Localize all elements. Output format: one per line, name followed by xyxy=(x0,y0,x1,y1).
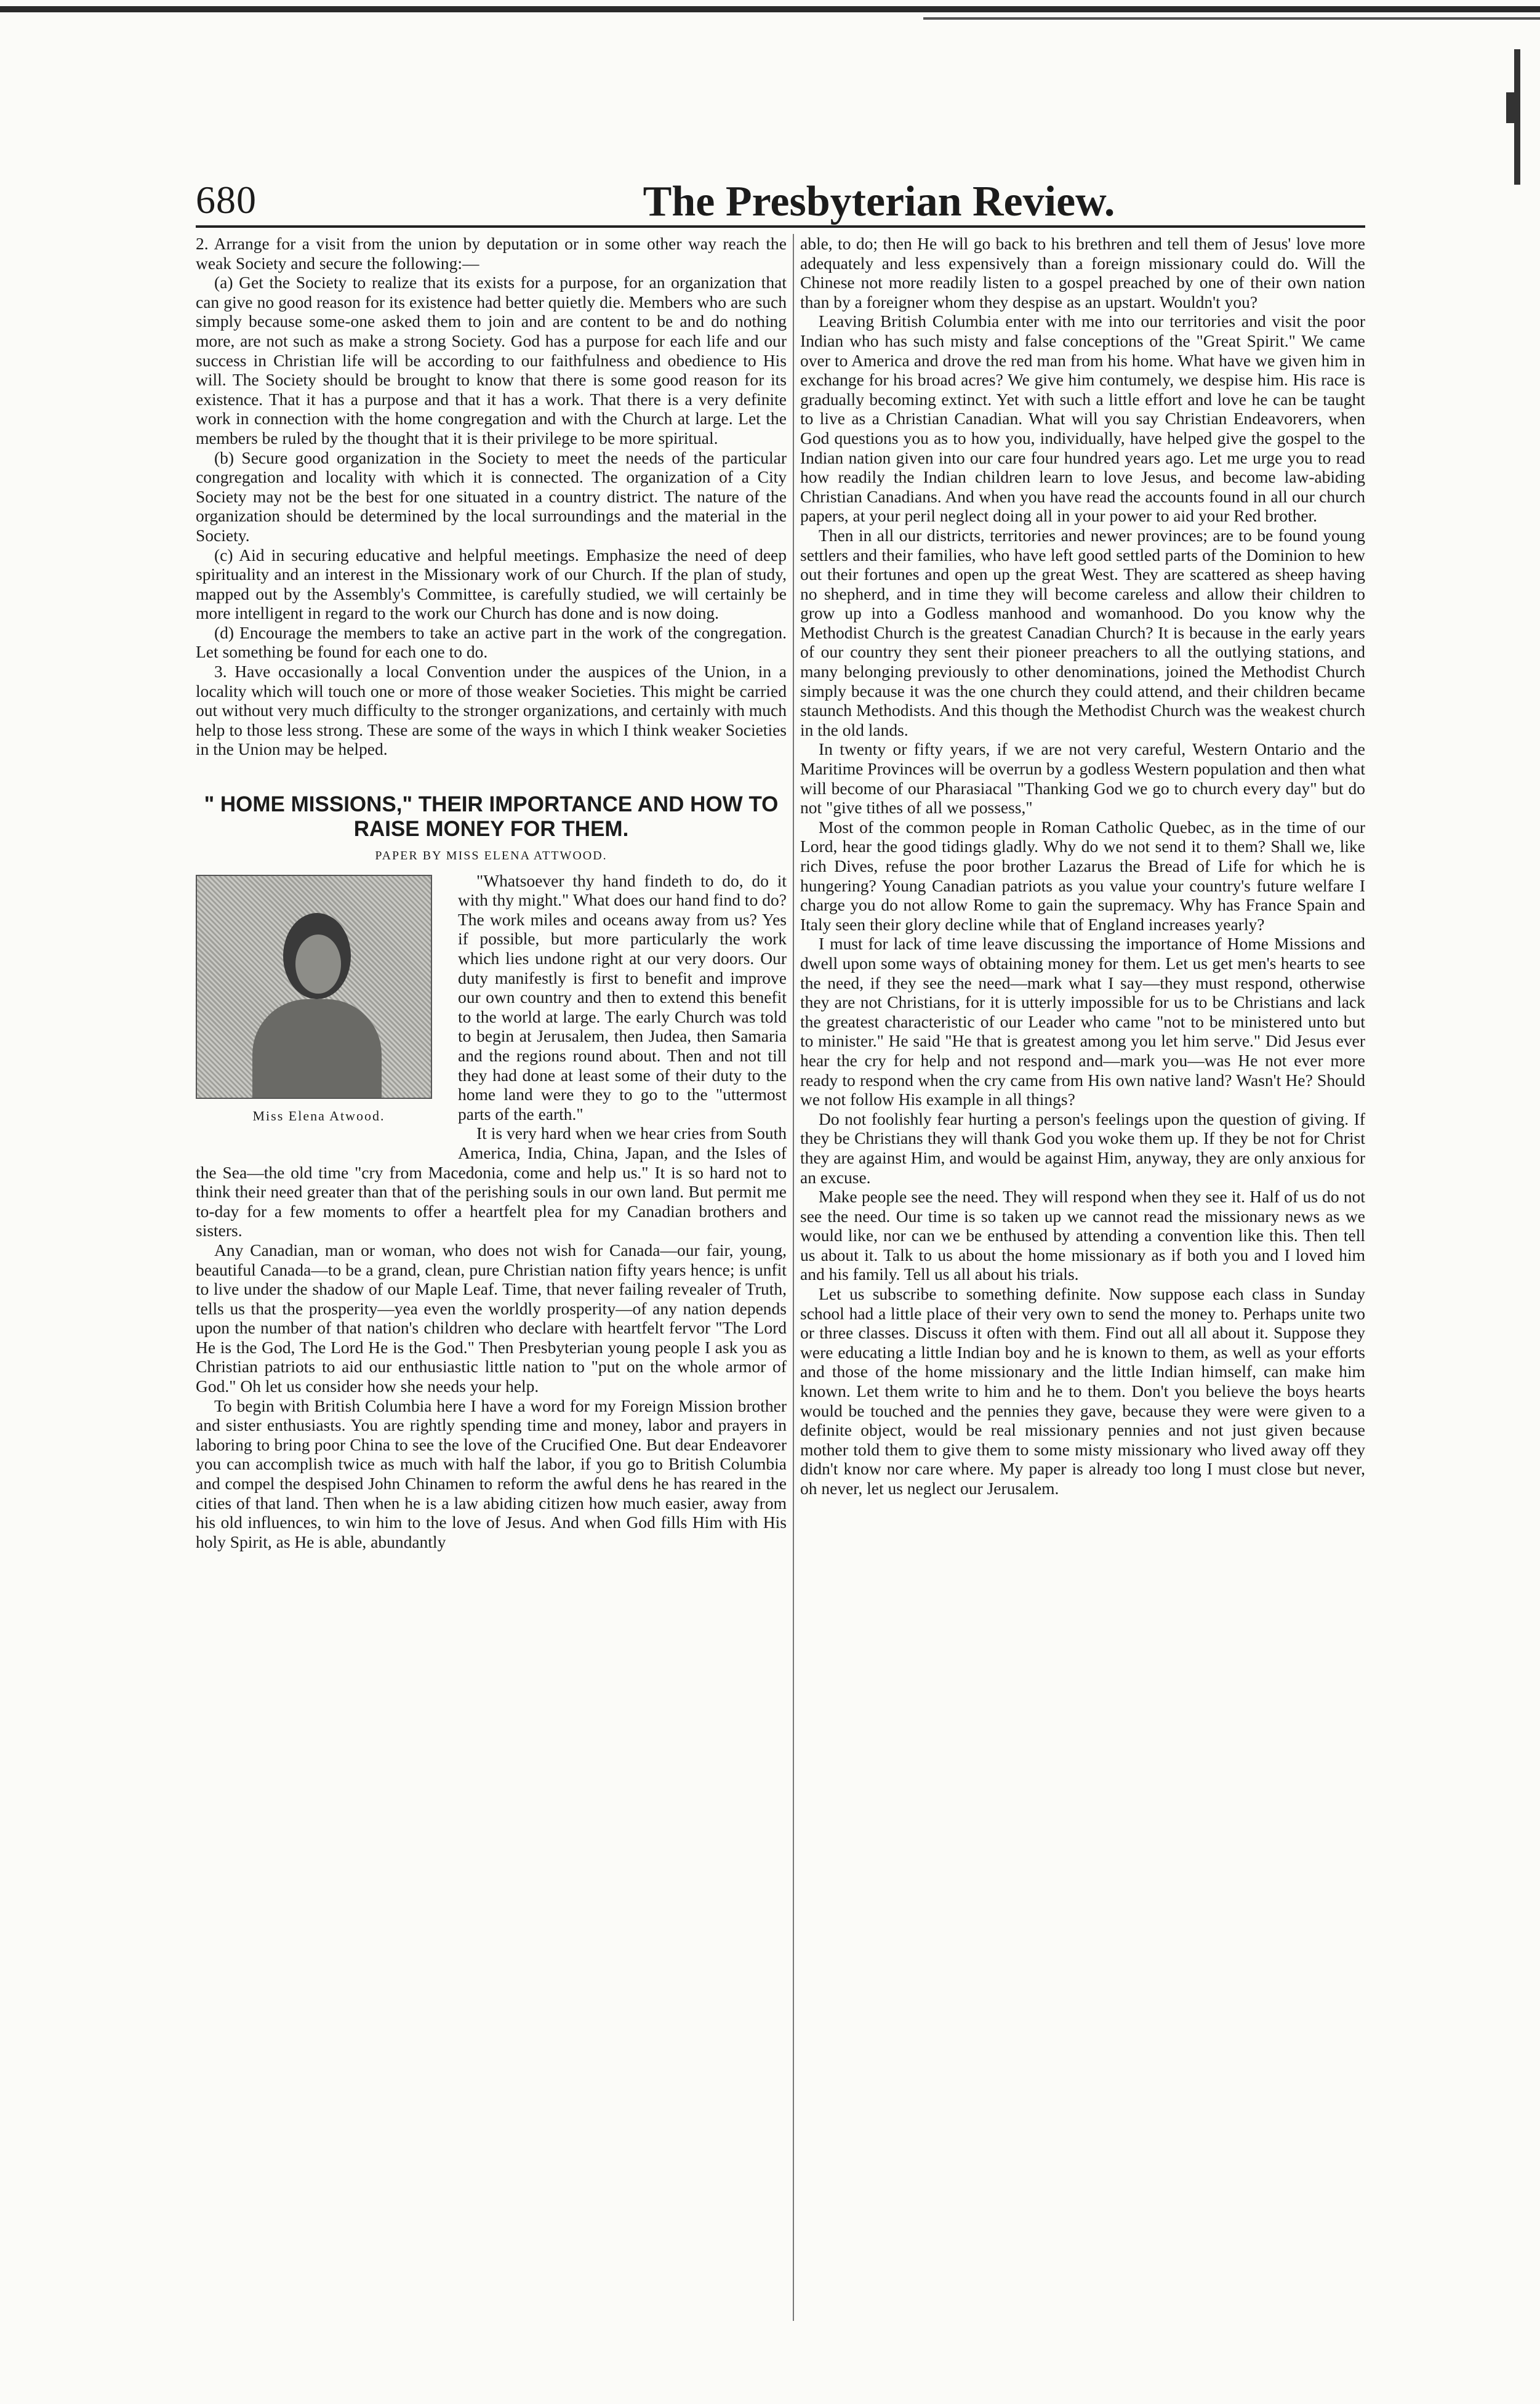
paragraph: Most of the common people in Roman Catholic Quebec, as in the time of our Lord, hear the good tidings gladly. Why do we not send it to them? Shall we, like rich Dives, refuse the poor brother Lazarus the Bread of Life for which he is hungering? Young Canadian patriots as you value your country's future welfare I charge you do not allow Rome to gain the supremacy. Why has France Spain and Italy seen their glory decline while that of England increases yearly? xyxy=(800,817,1365,934)
portrait xyxy=(196,875,442,1140)
paragraph: It is very hard when we hear cries from South America, India, China, Japan, and the Isles of the Sea—the old time "cry from Macedonia, come and help us." It is so hard not to think their need greater than that of the perishing souls in our own land. But permit me to-day for a few moments to offer a heartfelt plea for my Canadian brothers and sisters. xyxy=(196,1124,787,1240)
paragraph: To begin with British Columbia here I have a word for my Foreign Mission brother and sister enthusiasts. You are rightly spending time and money, labor and prayers in laboring to bring poor China to see the love of the Crucified One. But dear Endeavorer you can accomplish twice as much with half the labor, if you go to British Columbia and compel the despised John Chinamen to reform the awful dens he has reared in the cities of that land. Then when he is a law abiding citizen how much easier, away from his old influences, to win him to the love of Jesus. And when God fills Him with His holy Spirit, as He is able, abundantly xyxy=(196,1396,787,1551)
column-divider xyxy=(793,234,794,2321)
paragraph: Let us subscribe to something definite. Now suppose each class in Sunday school had a little place of their very own to send the money to. Perhaps unite two or three classes. Discuss it often with them. Find out all all about it. Suppose they were educating a little Indian boy and he is known to them, as well as your efforts and those of the home missionary and the little Indian himself, can make him known. Let them write to him and he to them. Don't you believe the boys hearts would be touched and the pennies they gave, because they were were given to a definite object, would be real missionary pennies and not just given because mother told them to give them to some misty missionary who lived away off they didn't know nor care where. My paper is already too long I must close but never, oh never, let us neglect our Jerusalem. xyxy=(800,1284,1365,1498)
portrait-figure-body xyxy=(252,999,382,1098)
portrait-image xyxy=(196,875,432,1099)
header-rule xyxy=(196,225,1365,228)
article-byline: PAPER BY MISS ELENA ATTWOOD. xyxy=(375,849,608,863)
paragraph: Make people see the need. They will respond when they see it. Half of us do not see the need. Our time is so taken up we cannot read the missionary news as we would like, nor can we be enthused by attending a convention like this. Then tell us about it. Talk to us about the home missionary as if both you and I loved him and his family. Tell us all about his trials. xyxy=(800,1187,1365,1284)
paragraph: Do not foolishly fear hurting a person's feelings upon the question of giving. If they be Christians they will thank God you woke them up. If they be not for Christ they are against Him, and would be against Him, anyway, they are only anxious for an excuse. xyxy=(800,1109,1365,1187)
paragraph: able, to do; then He will go back to his brethren and tell them of Jesus' love more adequately and less expensively than a foreign missionary could do. Will the Chinese not more readily listen to a gospel preached by one of their own nation than by a foreigner whom they despise as an upstart. Wouldn't you? xyxy=(800,234,1365,312)
top-border-rule xyxy=(0,6,1540,12)
paragraph: I must for lack of time leave discussing the importance of Home Missions and dwell upon some ways of obtaining money for them. Let us get men's hearts to see the need, if they see the need—mark what I say—they must respond, otherwise they are not Christians, for it is utterly impossible for us to be Christians and lack the greatest characteristic of our Leader who came "not to be ministered unto but to minister." He said "He that is greatest among you let him serve." Did Jesus ever hear the cry for help and not respond and—mark you—was He not ever more ready to respond when the cry came from His own native land? Wasn't He? Should we not follow His example in all things? xyxy=(800,934,1365,1109)
paragraph: (c) Aid in securing educative and helpful meetings. Emphasize the need of deep spirituality and an interest in the Missionary work of our Church. If the plan of study, mapped out by the Assembly's Committee, is carefully studied, we will certainly be more intelligent in regard to the work our Church has done and is now doing. xyxy=(196,545,787,623)
page-edge-mark xyxy=(1514,49,1520,185)
left-column xyxy=(196,234,787,1551)
paragraph: Leaving British Columbia enter with me into our territories and visit the poor Indian who has such misty and false conceptions of the "Great Spirit." We came over to America and drove the red man from his home. What have we given him in exchange for his broad acres? We give him contumely, we despise him. His race is gradually becoming extinct. Yet with such a little effort and love he can be taught to live as a Christian Canadian. What will you say Christian Endeavorers, when God questions you as to how you, individually, have helped give the gospel to the Indian nation given into our care four hundred years ago. Let me urge you to read how readily the Indian children learn to love Jesus, and become law-abiding Christian Canadians. And when you have read the accounts found in all our church papers, at your peril neglect doing all in your power to aid your Red brother. xyxy=(800,312,1365,526)
top-border-rule-secondary xyxy=(923,17,1540,20)
paragraph: 2. Arrange for a visit from the union by deputation or in some other way reach the weak Society and secure the following:— xyxy=(196,234,787,273)
portrait-figure-face xyxy=(295,935,341,994)
paragraph: Any Canadian, man or woman, who does not wish for Canada—our fair, young, beautiful Canada—to be a grand, clean, pure Christian nation fifty years hence; is unfit to live under the shadow of our Maple Leaf. Time, that never failing revealer of Truth, tells us that the prosperity—yea even the worldly prosperity—of any nation depends upon the number of that nation's children who declare with heartfelt fervor "The Lord He is the God, The Lord He is the God." Then Presbyterian young people I ask you as Christian patriots to aid our enthusiastic little nation to "put on the whole armor of God." Oh let us consider how she needs your help. xyxy=(196,1240,787,1396)
paragraph: 3. Have occasionally a local Convention under the auspices of the Union, in a locality which will touch one or more of those weaker Societies. This might be carried out without very much difficulty to the stronger organizations, and certainly with much help to those less strong. These are some of the ways in which I think weaker Societies in the Union may be helped. xyxy=(196,662,787,759)
paragraph: (b) Secure good organization in the Society to meet the needs of the particular congregation and locality with which it is connected. The organization of a City Society may not be the best for one situated in a country district. The nature of the organization should be determined by the local surroundings and the material in the Society. xyxy=(196,448,787,545)
paragraph: (d) Encourage the members to take an active part in the work of the congregation. Let something be found for each one to do. xyxy=(196,622,787,662)
paragraph: Then in all our districts, territories and newer provinces; are to be found young settlers and their families, who have left good settled parts of the Dominion to hew out their fortunes and open up the great West. They are scattered as sheep having no shepherd, and in time they will become careless and allow their children to grow up into a Godless manhood and womanhood. Do you know why the Methodist Church is the greatest Canadian Church? It is because in the early years of our country they sent their pioneer preachers to all the outlying stations, and many belonging previously to other denominations, joined the Methodist Church simply because it was the one church they could attend, and their children became staunch Methodists. And this though the Methodist Church was the weakest church in the old lands. xyxy=(800,525,1365,739)
page-number: 680 xyxy=(196,178,257,222)
article-title: " HOME MISSIONS," THEIR IMPORTANCE AND HOW TO RAISE MONEY FOR THEM. xyxy=(204,792,779,842)
page-edge-tick xyxy=(1506,92,1515,123)
portrait-caption: Miss Elena Atwood. xyxy=(252,1108,385,1124)
page-header xyxy=(196,177,1365,233)
publication-title: The Presbyterian Review. xyxy=(643,178,1115,225)
paragraph: In twenty or fifty years, if we are not very careful, Western Ontario and the Maritime Provinces will be overrun by a godless Western population and then what will become of our Pharasiacal "Thanking God we go to church every day" but do not "give tithes of all we possess," xyxy=(800,739,1365,818)
right-column xyxy=(800,234,1365,1498)
paragraph: (a) Get the Society to realize that its exists for a purpose, for an organization that can give no good reason for its existence had better quietly die. Members who are such simply because some-one asked them to join and are content to be and do nothing more, are not such as make a strong Society. God has a purpose for each life and our success in Christian life will be according to our faithfulness and obedience to His will. The Society should be brought to know that there is some good reason for its existence. That it has a purpose and that it has a work. That there is a very definite work in connection with the home congregation and with the Church at large. Let the members be ruled by the thought that it is their privilege to be more spiritual. xyxy=(196,273,787,448)
paragraph: "Whatsoever thy hand findeth to do, do it with thy might." What does our hand find to do? The work miles and oceans away from us? Yes if possible, but more particularly the work which lies undone right at our very doors. Our duty manifestly is first to benefit and improve our own country and then to extend this benefit to the world at large. The early Church was told to begin at Jerusalem, then Judea, then Samaria and the regions round about. Then and not till they had done at least some of their duty to the home land were they to go to the "uttermost parts of the earth." xyxy=(458,870,787,1124)
